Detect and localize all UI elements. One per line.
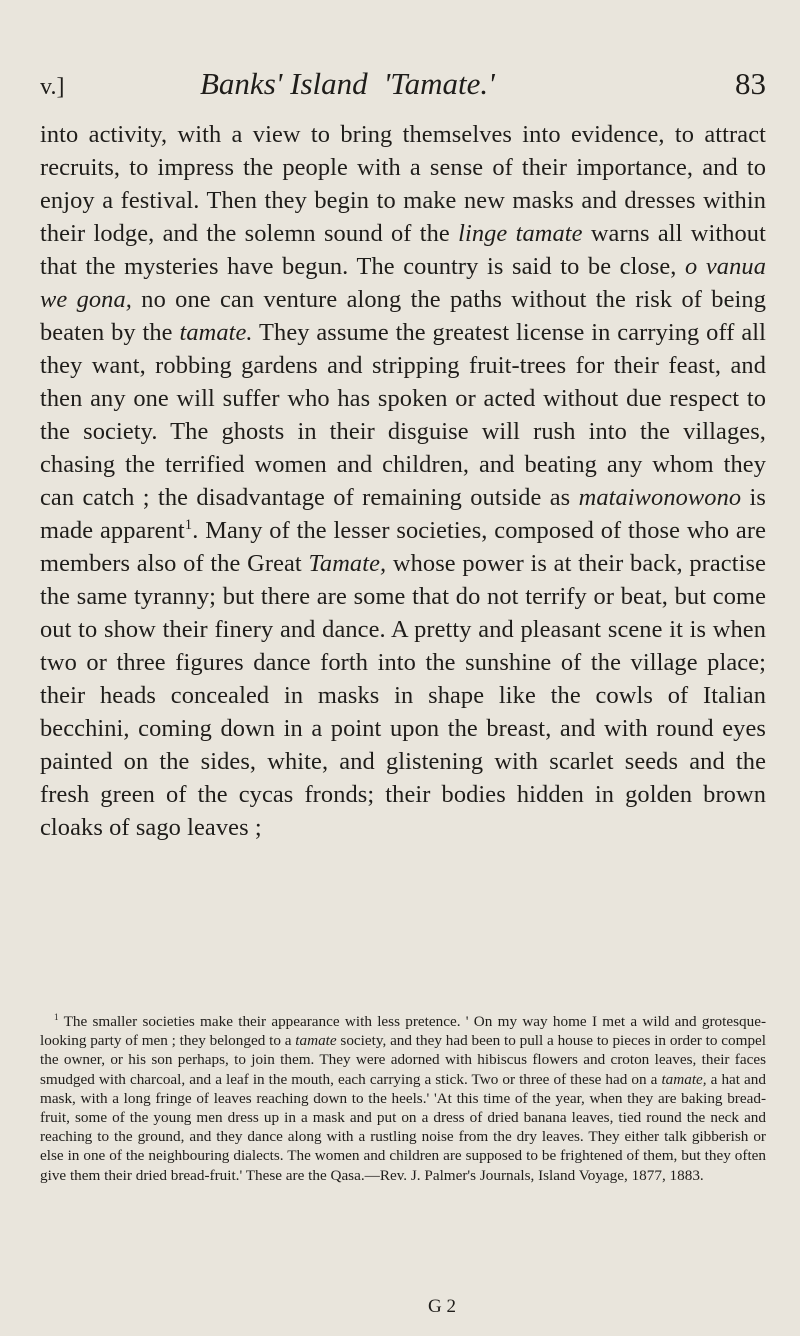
footnote-text-run: a hat and mask, with a long fringe of leaves reaching down to the heels.' 'At this time of the year, when they are baking bread-fruit, some of the young men dress up in a mask and put on a dress of dried banana leaves, tied round the neck and reaching to the ground, and they dance along with a rustling noise from the dry leaves. They either talk gibberish or else in one of the neighbouring dialects. The women and children are supposed to be frightened of them, but they often give them their dried bread-fruit.' These are the Qasa.—Rev. J. Palmer's Journals, Island Voyage, 1877, 1883. bbox=[40, 1070, 766, 1184]
footnote-mark: 1 bbox=[54, 1011, 59, 1022]
footnote-italic-run: tamate, bbox=[661, 1070, 707, 1088]
footnote-text-run: The smaller societies make their appearance with less pretence. ' On my way home I met a wild and grotesque-looking party of men ; they belonged to a bbox=[40, 1013, 766, 1050]
body-text-run: They assume the greatest license in carrying off all they want, robbing gardens and stripping fruit-trees for their feast, and then any one will suffer who has spoken or acted without due respect to the society. The ghosts in their disguise will rush into the villages, chasing the terrified women and children, and beating any whom they can catch ; the disadvantage of remaining outside as bbox=[40, 319, 767, 511]
body-italic-run: o vanua we gona, bbox=[40, 253, 766, 313]
body-paragraph bbox=[40, 118, 766, 844]
body-text-run: into activity, with a view to bring themselves into evidence, to attract recruits, to impress the people with a sense of their importance, and to enjoy a festival. Then they begin to make new masks and dresses within their lodge, and the solemn sound of the bbox=[40, 121, 766, 247]
footnote-text-run: society, and they had been to pull a house to pieces in order to compel the owner, or his son perhaps, to join them. They were adorned with hibiscus flowers and croton leaves, their faces smudged with charcoal, and a leaf in the mouth, each carrying a stick. Two or three of these had on a bbox=[40, 1032, 766, 1088]
body-italic-run: tamate. bbox=[179, 319, 253, 346]
footnote-italic-run: tamate bbox=[295, 1032, 337, 1050]
body-italic-run: linge tamate bbox=[458, 220, 583, 247]
running-title bbox=[200, 66, 495, 102]
chapter-marker: v.] bbox=[40, 74, 65, 100]
footnote bbox=[40, 1012, 766, 1185]
body-italic-run: mataiwonowono bbox=[578, 484, 742, 511]
body-text-run: . Many of the lesser societies, composed of those who are members also of the Great bbox=[40, 517, 766, 577]
signature-mark: G 2 bbox=[428, 1296, 456, 1317]
main-text bbox=[40, 118, 766, 844]
body-text-run: is made apparent bbox=[40, 484, 766, 544]
running-head bbox=[40, 66, 766, 106]
footnote-reference: 1 bbox=[184, 516, 193, 533]
body-text-run: no one can venture along the paths without the risk of being beaten by the bbox=[40, 286, 766, 346]
page-number: 83 bbox=[735, 66, 766, 101]
body-italic-run: Tamate, bbox=[308, 550, 387, 577]
body-text-run: whose power is at their back, practise the same tyranny; but there are some that do not terrify or beat, but come out to show their finery and dance. A pretty and pleasant scene it is when two or three figures dance forth into the sunshine of the village place; their heads concealed in masks in shape like the cowls of Italian becchini, coming down in a point upon the breast, and with round eyes painted on the sides, white, and glistening with scarlet seeds and the fresh green of the cycas fronds; their bodies hidden in golden brown cloaks of sago leaves ; bbox=[40, 550, 767, 841]
running-title-part-a: Banks' Island bbox=[200, 66, 368, 101]
footnote-paragraph bbox=[40, 1012, 766, 1185]
body-text-run: warns all without that the mysteries have begun. The country is said to be close, bbox=[40, 220, 766, 280]
running-title-part-b: 'Tamate.' bbox=[383, 66, 495, 101]
